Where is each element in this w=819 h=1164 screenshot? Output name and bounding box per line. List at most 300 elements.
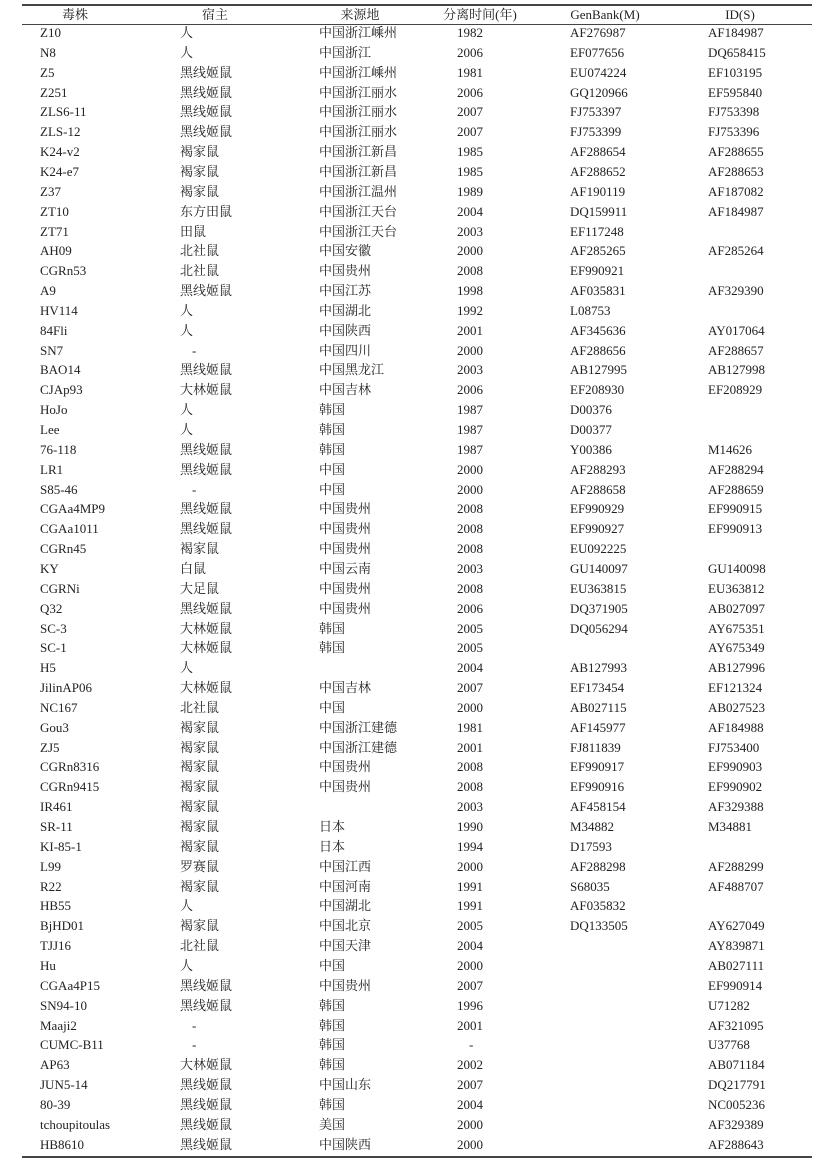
cell-id-s: M34881 [708, 819, 753, 834]
cell-genbank-m: FJ811839 [570, 739, 621, 755]
table-row [0, 579, 819, 599]
cell-host: 黑线姬鼠 [180, 283, 233, 299]
cell-year: 2002 [457, 1057, 483, 1073]
cell-host: 人 [180, 302, 194, 318]
cell-host: 黑线姬鼠 [180, 521, 233, 537]
table-row [0, 1095, 819, 1115]
cell-year: 2007 [457, 104, 483, 120]
cell-origin: 中国贵州 [319, 977, 372, 993]
table-row [0, 142, 819, 162]
cell-origin: 中国吉林 [319, 680, 372, 696]
cell-origin: 中国贵州 [319, 580, 372, 596]
table-row [0, 102, 819, 122]
cell-origin: 中国河南 [319, 878, 372, 894]
cell-year: 2007 [457, 977, 483, 993]
table-row [0, 658, 819, 678]
cell-origin: 中国贵州 [319, 263, 372, 279]
cell-year: 2000 [457, 858, 483, 874]
cell-host: 人 [180, 25, 194, 40]
cell-id-s: AF288294 [708, 461, 764, 477]
cell-id-s: AB027111 [708, 957, 765, 973]
cell-strain: CGAa1011 [40, 521, 99, 537]
cell-host: 褐家鼠 [180, 878, 220, 894]
cell-year: 2004 [457, 660, 483, 676]
cell-host: 黑线姬鼠 [180, 1116, 233, 1132]
cell-origin: 中国湖北 [319, 302, 372, 318]
cell-origin: 中国安徽 [319, 243, 372, 259]
cell-origin: 中国浙江新昌 [319, 144, 398, 160]
cell-host: 褐家鼠 [180, 819, 220, 834]
cell-genbank-m: AF145977 [570, 719, 626, 735]
cell-id-s: AY675349 [708, 640, 765, 656]
table-row [0, 1135, 819, 1155]
cell-host: 白鼠 [180, 560, 207, 576]
cell-year: 1981 [457, 64, 483, 80]
table-row [0, 1075, 819, 1095]
cell-genbank-m: AF458154 [570, 799, 626, 815]
cell-strain: H5 [40, 660, 56, 676]
table-row [0, 241, 819, 261]
cell-year: 1994 [457, 838, 483, 854]
cell-host: 人 [180, 322, 194, 338]
header-host: 宿主 [201, 7, 228, 22]
cell-origin: 中国 [319, 699, 346, 715]
cell-id-s: AF184987 [708, 203, 764, 219]
header-isolation-year: 分离时间(年) [443, 7, 517, 22]
cell-id-s: AF288655 [708, 144, 764, 160]
cell-year: 1989 [457, 183, 483, 199]
cell-year: 2007 [457, 680, 483, 696]
table-row [0, 83, 819, 103]
cell-origin: 中国浙江嵊州 [319, 25, 398, 40]
cell-id-s: GU140098 [708, 560, 766, 576]
cell-genbank-m: FJ753399 [570, 124, 622, 140]
cell-year: 2003 [457, 362, 483, 378]
cell-id-s: FJ753396 [708, 124, 760, 140]
cell-strain: R22 [40, 878, 62, 894]
cell-strain: CGRn53 [40, 263, 87, 279]
cell-host: 黑线姬鼠 [180, 1077, 233, 1093]
table-row [0, 857, 819, 877]
cell-genbank-m: AB027115 [570, 699, 627, 715]
table-row [0, 222, 819, 242]
cell-year: 2001 [457, 739, 483, 755]
cell-origin: 韩国 [319, 1096, 346, 1112]
cell-genbank-m: AB127993 [570, 660, 628, 676]
cell-genbank-m: AF035832 [570, 898, 626, 914]
cell-genbank-m: EU092225 [570, 541, 627, 557]
cell-year: 2008 [457, 541, 483, 557]
cell-id-s: DQ658415 [708, 44, 766, 60]
cell-year: 1991 [457, 898, 483, 914]
cell-strain: HB8610 [40, 1136, 85, 1152]
table-row [0, 896, 819, 916]
cell-genbank-m: FJ753397 [570, 104, 622, 120]
table-row [0, 777, 819, 797]
cell-strain: K24-v2 [40, 144, 80, 160]
table-row [0, 440, 819, 460]
cell-strain: SC-1 [40, 640, 67, 656]
cell-host: - [192, 481, 197, 497]
cell-origin: 日本 [319, 819, 346, 834]
cell-host: 大林姬鼠 [180, 1057, 233, 1073]
cell-host: 褐家鼠 [180, 163, 220, 179]
cell-strain: SC-3 [40, 620, 67, 636]
cell-host: 大足鼠 [180, 580, 220, 596]
table-row [0, 23, 819, 43]
cell-strain: CGRn45 [40, 541, 87, 557]
cell-year: 2008 [457, 501, 483, 517]
cell-id-s: EU363812 [708, 580, 765, 596]
table-row [0, 460, 819, 480]
table-row [0, 698, 819, 718]
cell-id-s: EF595840 [708, 84, 763, 100]
header-genbank-m: GenBank(M) [570, 7, 640, 22]
cell-strain: CGAa4P15 [40, 977, 100, 993]
cell-id-s: EF990914 [708, 977, 763, 993]
cell-strain: Hu [40, 957, 56, 973]
cell-strain: SR-11 [40, 819, 73, 834]
cell-host: 褐家鼠 [180, 541, 220, 557]
cell-origin: 中国贵州 [319, 600, 372, 616]
cell-genbank-m: EU363815 [570, 580, 627, 596]
cell-id-s: M14626 [708, 441, 753, 457]
cell-host: 北社鼠 [180, 699, 220, 715]
cell-strain: AH09 [40, 243, 72, 259]
cell-year: 2007 [457, 124, 483, 140]
table-row [0, 797, 819, 817]
cell-year: 2008 [457, 521, 483, 537]
cell-host: 罗赛鼠 [180, 858, 220, 874]
table-row [0, 1055, 819, 1075]
cell-origin: 中国江西 [319, 858, 372, 874]
cell-genbank-m: M34882 [570, 819, 615, 834]
cell-strain: Z5 [40, 64, 55, 80]
cell-strain: K24-e7 [40, 163, 79, 179]
cell-strain: CGRNi [40, 580, 80, 596]
cell-id-s: EF990903 [708, 759, 763, 775]
table-row [0, 122, 819, 142]
cell-year: 1985 [457, 144, 483, 160]
cell-id-s: EF103195 [708, 64, 763, 80]
cell-strain: SN7 [40, 342, 64, 358]
cell-id-s: AB127998 [708, 362, 766, 378]
cell-id-s: AF184988 [708, 719, 764, 735]
cell-id-s: NC005236 [708, 1096, 766, 1112]
cell-genbank-m: D00376 [570, 402, 612, 418]
cell-host: 黑线姬鼠 [180, 362, 233, 378]
cell-host: 黑线姬鼠 [180, 84, 233, 100]
table-row [0, 837, 819, 857]
cell-genbank-m: EF173454 [570, 680, 625, 696]
cell-genbank-m: AF345636 [570, 322, 626, 338]
cell-year: 1998 [457, 283, 483, 299]
cell-origin: 中国湖北 [319, 898, 372, 914]
cell-id-s: DQ217791 [708, 1077, 766, 1093]
table-row [0, 936, 819, 956]
cell-origin: 中国浙江新昌 [319, 163, 398, 179]
cell-strain: 84Fli [40, 322, 68, 338]
cell-id-s: AF329389 [708, 1116, 764, 1132]
cell-host: 褐家鼠 [180, 183, 220, 199]
cell-strain: HV114 [40, 302, 78, 318]
cell-id-s: EF208929 [708, 382, 763, 398]
cell-year: 2000 [457, 243, 483, 259]
cell-genbank-m: AB127995 [570, 362, 628, 378]
table-row [0, 916, 819, 936]
table-row [0, 996, 819, 1016]
cell-genbank-m: DQ133505 [570, 918, 628, 934]
cell-host: 大林姬鼠 [180, 620, 233, 636]
cell-genbank-m: AF288654 [570, 144, 626, 160]
cell-origin: 中国贵州 [319, 541, 372, 557]
cell-year: 1987 [457, 441, 483, 457]
cell-strain: Gou3 [40, 719, 69, 735]
cell-year: 2005 [457, 640, 483, 656]
cell-genbank-m: AF288658 [570, 481, 626, 497]
cell-genbank-m: EU074224 [570, 64, 627, 80]
table-row [0, 301, 819, 321]
cell-genbank-m: D17593 [570, 838, 612, 854]
cell-host: 人 [180, 402, 194, 418]
cell-id-s: AF187082 [708, 183, 764, 199]
cell-year: 2008 [457, 263, 483, 279]
cell-year: 2003 [457, 799, 483, 815]
cell-host: 黑线姬鼠 [180, 977, 233, 993]
cell-origin: 韩国 [319, 997, 346, 1013]
cell-strain: L99 [40, 858, 61, 874]
cell-genbank-m: AF035831 [570, 283, 626, 299]
cell-strain: Lee [40, 422, 60, 437]
cell-genbank-m: GU140097 [570, 560, 628, 576]
table-row [0, 380, 819, 400]
cell-year: 2004 [457, 938, 483, 954]
cell-origin: 中国云南 [319, 560, 372, 576]
cell-origin: 中国 [319, 481, 346, 497]
cell-origin: 中国 [319, 957, 346, 973]
cell-origin: 中国北京 [319, 918, 372, 934]
cell-origin: 中国浙江 [319, 44, 372, 60]
cell-id-s: FJ753398 [708, 104, 760, 120]
cell-year: 1985 [457, 163, 483, 179]
table-row [0, 638, 819, 658]
cell-year: 2000 [457, 699, 483, 715]
cell-id-s: EF990913 [708, 521, 763, 537]
cell-origin: 韩国 [319, 1017, 346, 1033]
table-row [0, 1035, 819, 1055]
cell-id-s: AF285264 [708, 243, 764, 259]
table-row [0, 559, 819, 579]
cell-origin: 中国陕西 [319, 322, 372, 338]
cell-year: 1982 [457, 25, 483, 40]
cell-genbank-m: DQ056294 [570, 620, 628, 636]
cell-year: 2007 [457, 1077, 483, 1093]
table-row [0, 519, 819, 539]
cell-origin: 中国浙江嵊州 [319, 64, 398, 80]
cell-origin: 中国江苏 [319, 283, 372, 299]
cell-year: 2001 [457, 1017, 483, 1033]
cell-year: 2003 [457, 223, 483, 239]
cell-strain: KY [40, 560, 59, 576]
cell-year: 2003 [457, 560, 483, 576]
cell-year: 2006 [457, 44, 483, 60]
cell-genbank-m: AF288656 [570, 342, 626, 358]
cell-strain: 76-118 [40, 441, 77, 457]
cell-id-s: AF329388 [708, 799, 764, 815]
cell-host: 人 [180, 898, 194, 914]
cell-origin: 中国浙江天台 [319, 203, 398, 219]
table-row [0, 1115, 819, 1135]
cell-id-s: AF288653 [708, 163, 764, 179]
cell-year: 2001 [457, 322, 483, 338]
cell-year: 2000 [457, 957, 483, 973]
cell-origin: 中国山东 [319, 1077, 372, 1093]
cell-host: 大林姬鼠 [180, 382, 233, 398]
cell-origin: 中国吉林 [319, 382, 372, 398]
cell-strain: CGRn9415 [40, 779, 100, 795]
cell-host: 人 [180, 44, 194, 60]
cell-id-s: AF288643 [708, 1136, 764, 1152]
cell-strain: TJJ16 [40, 938, 72, 954]
table-row [0, 281, 819, 301]
cell-host: 黑线姬鼠 [180, 64, 233, 80]
cell-id-s: AB027097 [708, 600, 766, 616]
cell-id-s: U37768 [708, 1037, 750, 1053]
cell-year: 1996 [457, 997, 483, 1013]
table-row [0, 877, 819, 897]
table-row [0, 182, 819, 202]
cell-id-s: AY017064 [708, 322, 765, 338]
cell-host: 褐家鼠 [180, 144, 220, 160]
cell-year: 2008 [457, 580, 483, 596]
cell-host: 北社鼠 [180, 243, 220, 259]
cell-id-s: AF488707 [708, 878, 764, 894]
cell-host: 褐家鼠 [180, 719, 220, 735]
cell-genbank-m: S68035 [570, 878, 610, 894]
table-row [0, 341, 819, 361]
cell-origin: 中国浙江丽水 [319, 104, 398, 120]
table-row [0, 162, 819, 182]
cell-year: 2000 [457, 1116, 483, 1132]
cell-year: 1991 [457, 878, 483, 894]
cell-id-s: EF990915 [708, 501, 763, 517]
cell-year: 2004 [457, 1096, 483, 1112]
cell-origin: 中国浙江丽水 [319, 84, 398, 100]
cell-genbank-m: EF990917 [570, 759, 625, 775]
cell-id-s: AB027523 [708, 699, 766, 715]
cell-origin: 中国浙江温州 [319, 183, 398, 199]
cell-origin: 韩国 [319, 1057, 346, 1073]
cell-id-s: AF288659 [708, 481, 764, 497]
cell-origin: 中国浙江丽水 [319, 124, 398, 140]
cell-origin: 韩国 [319, 402, 346, 418]
cell-genbank-m: Y00386 [570, 441, 612, 457]
cell-host: 人 [180, 660, 194, 676]
cell-strain: CGAa4MP9 [40, 501, 106, 517]
cell-host: 黑线姬鼠 [180, 461, 233, 477]
cell-strain: JUN5-14 [40, 1077, 88, 1093]
cell-id-s: AF288299 [708, 858, 764, 874]
header-origin: 来源地 [340, 7, 380, 22]
cell-strain: ZT10 [40, 203, 69, 219]
cell-genbank-m: DQ371905 [570, 600, 628, 616]
cell-genbank-m: AF276987 [570, 25, 626, 40]
cell-genbank-m: L08753 [570, 302, 611, 318]
cell-genbank-m: DQ159911 [570, 203, 628, 219]
table-row [0, 678, 819, 698]
cell-id-s: AY675351 [708, 620, 765, 636]
cell-host: 褐家鼠 [180, 918, 220, 934]
cell-genbank-m: AF288652 [570, 163, 626, 179]
cell-strain: SN94-10 [40, 997, 87, 1013]
cell-id-s: EF990902 [708, 779, 763, 795]
cell-origin: 中国贵州 [319, 759, 372, 775]
cell-strain: N8 [40, 44, 56, 60]
cell-strain: BjHD01 [40, 918, 85, 934]
table-row [0, 817, 819, 837]
table-row [0, 321, 819, 341]
cell-origin: 韩国 [319, 640, 346, 656]
cell-origin: 中国黑龙江 [319, 362, 385, 378]
cell-strain: LR1 [40, 461, 64, 477]
cell-year: 2006 [457, 382, 483, 398]
cell-strain: Z37 [40, 183, 61, 199]
cell-strain: AP63 [40, 1057, 70, 1073]
table-row [0, 420, 819, 440]
cell-strain: Q32 [40, 600, 63, 616]
table-bottom-rule [22, 1156, 812, 1158]
cell-origin: 中国浙江建德 [319, 739, 398, 755]
cell-origin: 日本 [319, 838, 346, 854]
cell-origin: 中国天津 [319, 938, 372, 954]
cell-id-s: AY839871 [708, 938, 765, 954]
cell-id-s: FJ753400 [708, 739, 760, 755]
cell-origin: 韩国 [319, 1037, 346, 1053]
table-row [0, 757, 819, 777]
cell-year: 1981 [457, 719, 483, 735]
table-row [0, 956, 819, 976]
cell-year: - [469, 1037, 474, 1053]
cell-host: 人 [180, 957, 194, 973]
cell-host: 褐家鼠 [180, 759, 220, 775]
cell-genbank-m: D00377 [570, 422, 612, 437]
cell-strain: CUMC-B11 [40, 1037, 104, 1053]
cell-year: 2000 [457, 342, 483, 358]
cell-strain: CGRn8316 [40, 759, 100, 775]
cell-strain: KI-85-1 [40, 838, 82, 854]
cell-strain: A9 [40, 283, 56, 299]
cell-genbank-m: EF990921 [570, 263, 625, 279]
cell-host: 大林姬鼠 [180, 640, 233, 656]
cell-origin: 中国贵州 [319, 521, 372, 537]
cell-host: 大林姬鼠 [180, 680, 233, 696]
cell-year: 1987 [457, 402, 483, 418]
cell-year: 1992 [457, 302, 483, 318]
cell-year: 2005 [457, 918, 483, 934]
cell-origin: 韩国 [319, 422, 346, 437]
table-row [0, 1016, 819, 1036]
cell-year: 1990 [457, 819, 483, 834]
cell-strain: S85-46 [40, 481, 78, 497]
cell-origin: 韩国 [319, 620, 346, 636]
cell-host: 黑线姬鼠 [180, 441, 233, 457]
table-row [0, 499, 819, 519]
cell-strain: HB55 [40, 898, 72, 914]
cell-origin: 中国浙江建德 [319, 719, 398, 735]
table-row [0, 718, 819, 738]
table-row [0, 63, 819, 83]
cell-host: 褐家鼠 [180, 779, 220, 795]
